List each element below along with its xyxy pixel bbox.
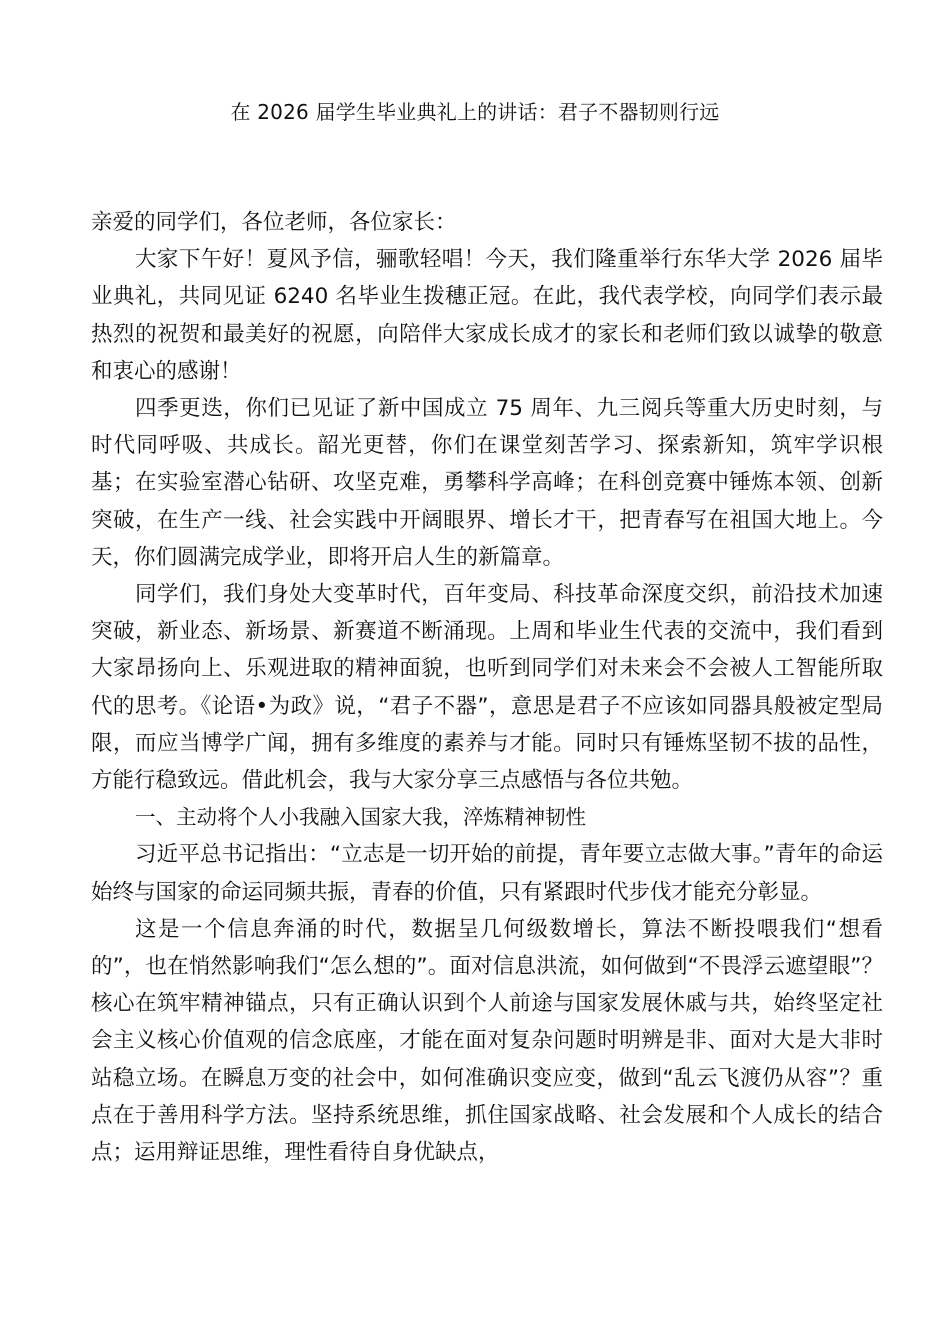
paragraph: 同学们，我们身处大变革时代，百年变局、科技革命深度交织，前沿技术加速突破，新业态、新场景、新赛道不断涌现。上周和毕业生代表的交流中，我们看到大家昂扬向上、乐观进取的精神面貌，也听到同学们对未来会不会被人工智能所取代的思考。《论语•为政》说，“君子不器”，意思是君子不应该如同器具般被定型局限，而应当博学广闻，拥有多维度的素养与才能。同时只有锤炼坚韧不拔的品性，方能行稳致远。借此机会，我与大家分享三点感悟与各位共勉。 bbox=[91, 582, 883, 794]
paragraph: 大家下午好！夏风予信，骊歌轻唱！今天，我们隆重举行东华大学 2026 届毕业典礼，共同见证 6240 名毕业生拨穗正冠。在此，我代表学校，向同学们表示最热烈的祝贺和最美好的祝愿，向陪伴大家成长成才的家长和老师们致以诚挚的敬意和衷心的感谢！ bbox=[91, 247, 883, 384]
paragraph: 四季更迭，你们已见证了新中国成立 75 周年、九三阅兵等重大历史时刻，与时代同呼吸、共成长。韶光更替，你们在课堂刻苦学习、探索新知，筑牢学识根基；在实验室潜心钻研、攻坚克难，勇攀科学高峰；在科创竞赛中锤炼本领、创新突破，在生产一线、社会实践中开阔眼界、增长才干，把青春写在祖国大地上。今天，你们圆满完成学业，即将开启人生的新篇章。 bbox=[91, 396, 883, 570]
document-body bbox=[91, 204, 883, 1171]
salutation: 亲爱的同学们，各位老师，各位家长： bbox=[91, 210, 457, 235]
paragraph: 这是一个信息奔涌的时代，数据呈几何级数增长，算法不断投喂我们“想看的”，也在悄然影响我们“怎么想的”。面对信息洪流，如何做到“不畏浮云遮望眼”？核心在筑牢精神锚点，只有正确认识到个人前途与国家发展休戚与共，始终坚定社会主义核心价值观的信念底座，才能在面对复杂问题时明辨是非、面对大是大非时站稳立场。在瞬息万变的社会中，如何准确识变应变，做到“乱云飞渡仍从容”？重点在于善用科学方法。坚持系统思维，抓住国家战略、社会发展和个人成长的结合点；运用辩证思维，理性看待自身优缺点， bbox=[91, 916, 883, 1166]
section-heading: 一、主动将个人小我融入国家大我，淬炼精神韧性 bbox=[135, 805, 586, 830]
paragraph: 习近平总书记指出：“立志是一切开始的前提，青年要立志做大事。”青年的命运始终与国家的命运同频共振，青春的价值，只有紧跟时代步伐才能充分彰显。 bbox=[91, 842, 883, 905]
document-title: 在 2026 届学生毕业典礼上的讲话：君子不器韧则行远 bbox=[230, 100, 720, 124]
